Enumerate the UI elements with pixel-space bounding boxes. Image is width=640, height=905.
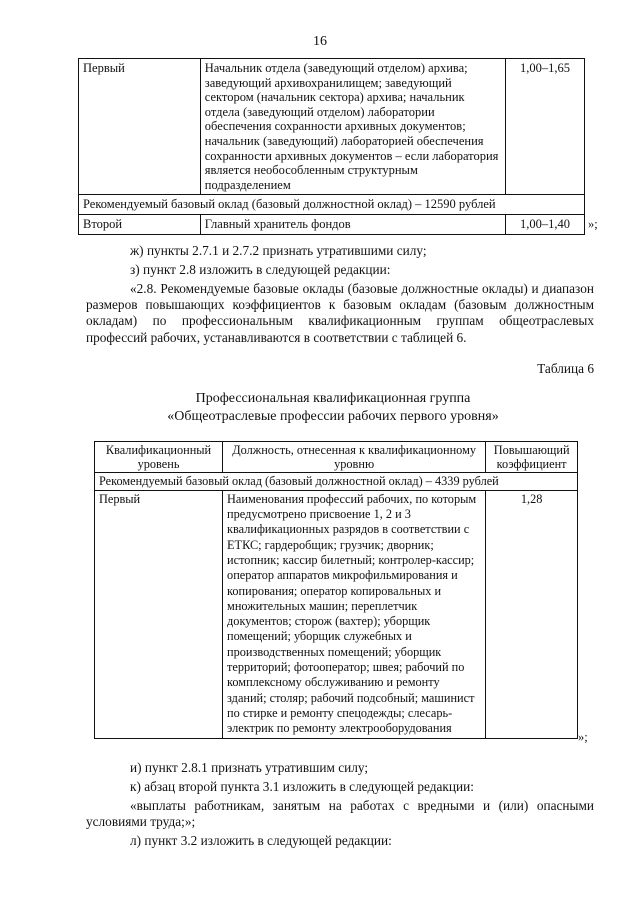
paragraph-2-8: «2.8. Рекомендуемые базовые оклады (базовые должностные оклады) и диапазон размеров повышающих коэффициентов к базовым окладам (базовым должностным окладам) по профессиональным квалификационным группам общеотраслевых профессий рабочих, устанавливаются в соответствии с таблицей 6. <box>86 281 594 345</box>
paragraph-k-quote: «выплаты работникам, занятым на работах с вредными и (или) опасными условиями труда;»; <box>86 798 594 830</box>
table-row-salary <box>79 195 585 215</box>
table-row <box>95 490 578 738</box>
header-position: Должность, отнесенная к квалификационному уровню <box>223 442 486 473</box>
table-row <box>79 59 585 195</box>
table-cell-position: Главный хранитель фондов <box>200 214 505 234</box>
table-cell-position: Наименования профессий рабочих, по которым предусмотрено присвоение 1, 2 и 3 квалификационных разрядов в соответствии с ЕТКС; гардеробщик; грузчик; дворник; истопник; кассир билетный; контролер-кассир; оператор аппаратов микрофильмирования и копирования; оператор копировальных и множительных машин; переплетчик документов; сторож (вахтер); уборщик помещений; уборщик служебных и производственных помещений; уборщик территорий; фотооператор; швея; рабочий по комплексному обслуживанию и ремонту зданий; столяр; рабочий подсобный; машинист по стирке и ремонту спецодежды; слесарь-электрик по ремонту электрооборудования <box>223 490 486 738</box>
paragraph-z: з) пункт 2.8 изложить в следующей редакции: <box>130 262 391 277</box>
table-cell-coefficient: 1,00–1,40 <box>506 214 585 234</box>
salary-cell: Рекомендуемый базовый оклад (базовый должностной оклад) – 4339 рублей <box>95 473 578 491</box>
quote-close: »; <box>588 217 598 231</box>
table-label: Таблица 6 <box>537 361 594 376</box>
header-coefficient: Повышающий коэффициент <box>486 442 578 473</box>
table-cell-coefficient: 1,28 <box>486 490 578 738</box>
paragraph-k: к) абзац второй пункта 3.1 изложить в следующей редакции: <box>130 779 474 794</box>
paragraph-zh: ж) пункты 2.7.1 и 2.7.2 признать утратившими силу; <box>130 243 427 258</box>
table-cell-level: Первый <box>95 490 223 738</box>
paragraph-i: и) пункт 2.8.1 признать утратившим силу; <box>130 760 369 775</box>
table-header-row <box>95 442 578 473</box>
page-number: 16 <box>313 34 327 49</box>
salary-cell: Рекомендуемый базовый оклад (базовый должностной оклад) – 12590 рублей <box>79 195 585 215</box>
table-row <box>79 214 585 234</box>
paragraph-l: л) пункт 3.2 изложить в следующей редакции: <box>130 833 392 848</box>
table-cell-position: Начальник отдела (заведующий отделом) архива; заведующий архивохранилищем; заведующий сектором (начальник сектора) архива; начальник отдела (заведующий отделом) лаборатории обеспечения сохранности архивных документов; начальник (заведующий) лабораторией обеспечения сохранности архивных документов – если лаборатория является необособленным структурным подразделением <box>200 59 505 195</box>
quote-close: »; <box>578 730 588 744</box>
table-cell-level: Первый <box>79 59 201 195</box>
table-6 <box>94 441 578 739</box>
group-title-line-2: «Общеотраслевые профессии рабочих первого уровня» <box>167 409 499 424</box>
table-row-salary <box>95 473 578 491</box>
header-level: Квалификационный уровень <box>95 442 223 473</box>
table-previous-group <box>78 58 585 235</box>
table-cell-level: Второй <box>79 214 201 234</box>
group-title-line-1: Профессиональная квалификационная группа <box>195 391 471 406</box>
table-cell-coefficient: 1,00–1,65 <box>506 59 585 195</box>
